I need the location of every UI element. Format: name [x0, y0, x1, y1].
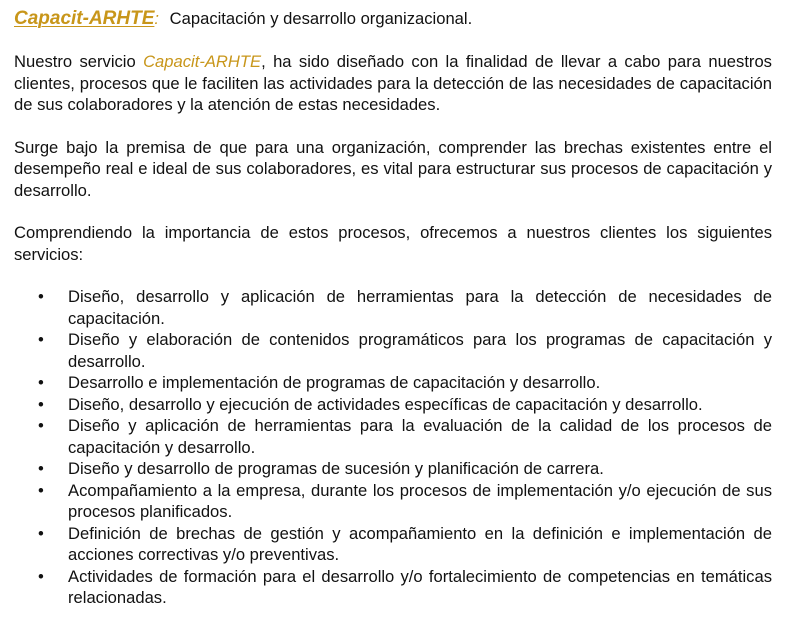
bullet-icon: •: [38, 416, 44, 435]
bullet-icon: •: [38, 523, 44, 543]
service-text: Definición de brechas de gestión y acompañamiento en la definición e implementación de acciones correctivas y/o preventivas.: [68, 523, 772, 564]
service-text: Acompañamiento a la empresa, durante los procesos de implementación y/o ejecución de sus procesos planificados.: [68, 480, 772, 521]
bullet-icon: •: [38, 480, 44, 500]
service-item: [14, 286, 772, 329]
premise-paragraph: Surge bajo la premisa de que para una organización, comprender las brechas existentes entre el desempeño real e ideal de sus colaboradores, es vital para estructurar sus procesos de capacitación y desarrollo.: [14, 137, 772, 200]
services-intro-paragraph: Comprendiendo la importancia de estos procesos, ofrecemos a nuestros clientes los siguientes servicios:: [14, 223, 772, 264]
service-item: [14, 566, 772, 609]
service-item: [14, 458, 772, 480]
bullet-icon: •: [38, 287, 44, 306]
service-item: [14, 523, 772, 566]
document: [14, 5, 772, 609]
brand-title: Capacit-ARHTE: [14, 8, 155, 29]
bullet-icon: •: [38, 394, 44, 414]
intro-text-end: , ha sido diseñado con la finalidad de llevar a cabo para nuestros clientes, procesos que le faciliten las actividades para la detección de las necesidades de capacitación de sus colaboradores y la atención de estas necesidades.: [14, 52, 772, 114]
service-item: [14, 480, 772, 523]
bullet-icon: •: [38, 459, 44, 478]
brand-colon: :: [154, 9, 160, 28]
brand-inline: Capacit-ARHTE: [143, 52, 262, 71]
service-text: Diseño y desarrollo de programas de sucesión y planificación de carrera.: [68, 459, 604, 478]
bullet-icon: •: [38, 373, 44, 392]
document-heading: [14, 5, 772, 32]
service-item: [14, 372, 772, 394]
service-item: [14, 415, 772, 458]
service-text: Diseño, desarrollo y aplicación de herramientas para la detección de necesidades de capacitación.: [68, 287, 772, 328]
service-text: Desarrollo e implementación de programas de capacitación y desarrollo.: [68, 373, 601, 392]
bullet-icon: •: [38, 566, 44, 586]
intro-text-start: Nuestro servicio: [14, 52, 144, 71]
service-text: Actividades de formación para el desarrollo y/o fortalecimiento de competencias en temáticas relacionadas.: [68, 566, 772, 607]
services-list: [14, 286, 772, 609]
service-text: Diseño y aplicación de herramientas para la evaluación de la calidad de los procesos de capacitación y desarrollo.: [68, 416, 772, 457]
bullet-icon: •: [38, 330, 44, 349]
heading-subtitle: Capacitación y desarrollo organizacional.: [169, 9, 473, 28]
service-item: [14, 329, 772, 372]
service-text: Diseño y elaboración de contenidos programáticos para los programas de capacitación y desarrollo.: [68, 330, 772, 371]
service-text: Diseño, desarrollo y ejecución de actividades específicas de capacitación y desarrollo.: [68, 394, 703, 414]
service-item: [14, 394, 772, 416]
intro-paragraph: [14, 51, 772, 116]
